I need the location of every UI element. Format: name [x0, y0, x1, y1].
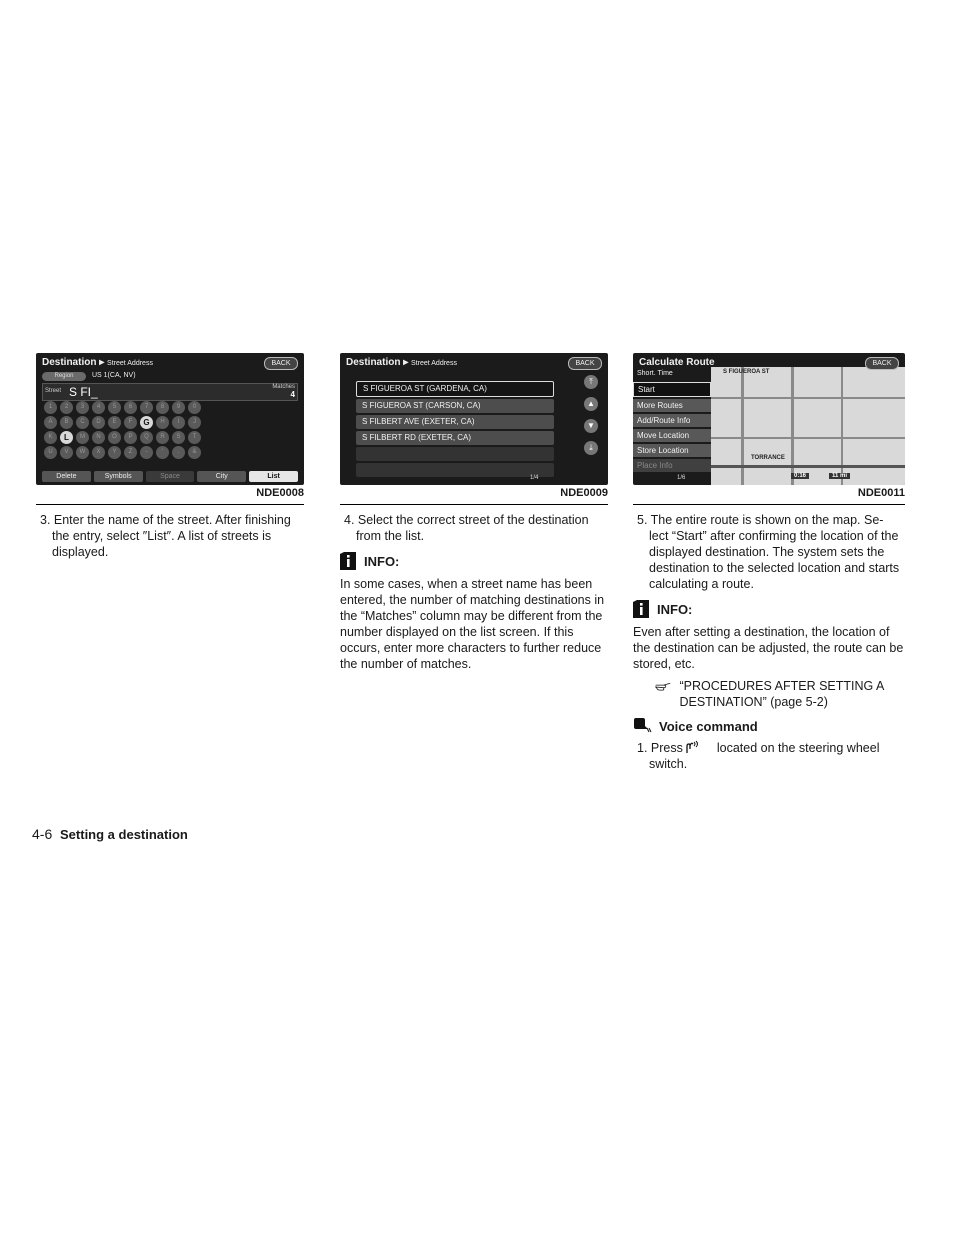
key: K [44, 431, 57, 444]
key: 1 [44, 401, 57, 414]
key: O [108, 431, 121, 444]
list-item: S FILBERT RD (EXETER, CA) [356, 431, 554, 445]
key: 7 [140, 401, 153, 414]
list-item: S FILBERT AVE (EXETER, CA) [356, 415, 554, 429]
section-title: Setting a destination [60, 827, 188, 842]
region-button: Region [42, 372, 86, 381]
key: B [60, 416, 73, 429]
reference-text: “PROCEDURES AFTER SETTING A DESTINATION” (page 5-2) [679, 679, 884, 709]
voice-command-heading: Voice command [633, 718, 905, 734]
back-button: BACK [865, 357, 899, 370]
scroll-controls [584, 375, 600, 463]
key: 0 [188, 401, 201, 414]
info-icon [340, 552, 356, 570]
matches-count: Matches 4 [272, 384, 295, 399]
key: C [76, 416, 89, 429]
key: F [124, 416, 137, 429]
map-street-label: S FIGUEROA ST [723, 369, 770, 375]
key: M [76, 431, 89, 444]
menu-item-more-routes: More Routes [633, 399, 711, 412]
street-entry [42, 383, 298, 401]
screen-header: Calculate Route [639, 357, 715, 368]
route-screen-figure [633, 353, 905, 485]
info-text: Even after setting a destination, the location of the destination can be adjusted, the route can be stored, etc. [633, 625, 904, 671]
key: D [92, 416, 105, 429]
key: U [44, 446, 57, 459]
screen-header: Destination ▸ Street Address [346, 357, 457, 368]
page-indicator: 1/6 [677, 475, 686, 481]
key: E [108, 416, 121, 429]
key: Q [140, 431, 153, 444]
list-item: S FIGUEROA ST (CARSON, CA) [356, 399, 554, 413]
menu-item-move-location: Move Location [633, 429, 711, 442]
character-keys [44, 401, 270, 461]
key: Y [108, 446, 121, 459]
key: S [172, 431, 185, 444]
key: . [172, 446, 185, 459]
key: 8 [156, 401, 169, 414]
map-city-label: TORRANCE [751, 455, 785, 461]
region-row [42, 372, 298, 382]
street-list-screen-figure [340, 353, 608, 485]
menu-item-store-location: Store Location [633, 444, 711, 457]
page-indicator: 1/4 [530, 475, 539, 481]
scroll-down-icon: ▼ [584, 419, 598, 433]
key: W [76, 446, 89, 459]
key-row [44, 416, 270, 431]
figure-code: NDE0008 [36, 487, 304, 505]
key-row [44, 431, 270, 446]
route-type: Short. Time [637, 370, 673, 377]
key: ' [156, 446, 169, 459]
street-value: S FI_ [69, 385, 98, 399]
key: N [92, 431, 105, 444]
page-footer [32, 826, 188, 842]
key: X [92, 446, 105, 459]
key: P [124, 431, 137, 444]
page-number: 4-6 [32, 826, 53, 842]
screen-header: Destination ▸ Street Address [42, 357, 153, 368]
key: G [140, 416, 153, 429]
key: L [60, 431, 73, 444]
key: R [156, 431, 169, 444]
key: A [44, 416, 57, 429]
info-heading: INFO: [340, 552, 608, 570]
page-reference [633, 678, 905, 710]
list-item-empty [356, 447, 554, 461]
route-time: 0:16 [791, 473, 809, 479]
key: 2 [60, 401, 73, 414]
space-button: Space [146, 471, 195, 482]
key: 6 [124, 401, 137, 414]
symbols-button: Symbols [94, 471, 143, 482]
voice-step-1: 1. Press located on the steering wheel switch. [637, 741, 880, 771]
column-3 [633, 353, 905, 772]
list-button: List [249, 471, 298, 482]
column-2 [340, 353, 608, 672]
page-up-icon: ⤒ [584, 375, 598, 389]
list-item-empty [356, 463, 554, 477]
keyboard-screen-figure [36, 353, 304, 485]
key: J [188, 416, 201, 429]
figure-code: NDE0009 [340, 487, 608, 505]
delete-button: Delete [42, 471, 91, 482]
page-down-icon: ⤓ [584, 441, 598, 455]
key: I [172, 416, 185, 429]
step-5-text: 5. The entire route is shown on the map. Se- lect “Start” after confirming the location of the displayed destination. The system sets the destination to the selected location and starts calculating a route. [637, 513, 900, 591]
scroll-up-icon: ▲ [584, 397, 598, 411]
back-button: BACK [568, 357, 602, 370]
key: T [188, 431, 201, 444]
map-view [711, 367, 905, 485]
column-1 [36, 353, 304, 560]
key: H [156, 416, 169, 429]
key-row [44, 401, 270, 416]
back-button: BACK [264, 357, 298, 370]
route-menu [633, 380, 711, 472]
talk-switch-icon [685, 740, 701, 754]
key-row [44, 446, 270, 461]
key: 3 [76, 401, 89, 414]
route-distance: 11 mi [829, 473, 850, 479]
info-icon [633, 600, 649, 618]
keyboard-bottom-row [42, 471, 298, 482]
city-button: City [197, 471, 246, 482]
key: 5 [108, 401, 121, 414]
region-value: US 1(CA, NV) [92, 372, 136, 379]
pointing-hand-icon [655, 678, 671, 696]
key: V [60, 446, 73, 459]
figure-code: NDE0011 [633, 487, 905, 505]
key: Z [124, 446, 137, 459]
info-text: In some cases, when a street name has been entered, the number of matching destinations in the “Matches” column may be different from the number displayed on the list screen. If this occurs, enter more characters to further reduce the number of matches. [340, 577, 605, 671]
step-4-text: 4. Select the correct street of the destination from the list. [344, 513, 589, 543]
menu-item-place-info: Place Info [633, 459, 711, 472]
key: 4 [92, 401, 105, 414]
menu-item-start: Start [633, 382, 711, 397]
list-item: S FIGUEROA ST (GARDENA, CA) [356, 381, 554, 397]
key: 9 [172, 401, 185, 414]
key: - [140, 446, 153, 459]
voice-command-icon [633, 718, 653, 734]
street-label: Street [45, 388, 62, 394]
step-3-text: 3. Enter the name of the street. After finishing the entry, select ″List″. A list of streets is displayed. [40, 513, 291, 559]
key: & [188, 446, 201, 459]
info-heading: INFO: [633, 600, 905, 618]
street-list [356, 381, 554, 479]
menu-item-route-info: Add/Route Info [633, 414, 711, 427]
